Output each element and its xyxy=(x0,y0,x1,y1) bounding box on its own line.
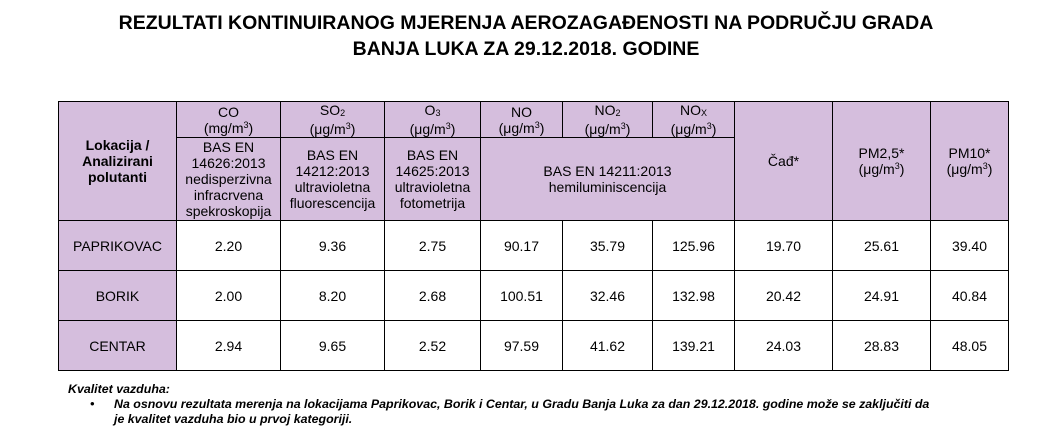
location-cell: CENTAR xyxy=(59,321,177,371)
value-cell: 100.51 xyxy=(481,271,563,321)
table-row xyxy=(59,271,1009,321)
report-title xyxy=(0,10,1052,62)
value-cell: 25.61 xyxy=(833,221,931,271)
value-cell: 90.17 xyxy=(481,221,563,271)
value-cell: 32.46 xyxy=(563,271,653,321)
header-so2: $SO_2$ $(\mu g/m^3)$ xyxy=(281,102,385,138)
air-quality-note xyxy=(68,382,1018,426)
method-so2: BAS EN 14212:2013 ultravioletna fluorescencija xyxy=(281,138,385,221)
value-cell: 28.83 xyxy=(833,321,931,371)
value-cell: 19.70 xyxy=(735,221,833,271)
value-cell: 2.75 xyxy=(385,221,481,271)
value-cell: 24.03 xyxy=(735,321,833,371)
value-cell: 132.98 xyxy=(653,271,735,321)
method-co: BAS EN 14626:2013 nedisperzivna infracrvena spekroskopija xyxy=(177,138,281,221)
value-cell: 2.52 xyxy=(385,321,481,371)
method-o3: BAS EN 14625:2013 ultravioletna fotometrija xyxy=(385,138,481,221)
value-cell: 97.59 xyxy=(481,321,563,371)
value-cell: 20.42 xyxy=(735,271,833,321)
header-no: NO $(\mu g/m^3)$ xyxy=(481,102,563,138)
note-heading: Kvalitet vazduha: xyxy=(68,382,170,396)
header-o3: $O_3$ $(\mu g/m^3)$ xyxy=(385,102,481,138)
value-cell: 125.96 xyxy=(653,221,735,271)
value-cell: 2.00 xyxy=(177,271,281,321)
measurement-table xyxy=(58,101,1009,371)
value-cell: 9.36 xyxy=(281,221,385,271)
header-nox: $NO_X$ $(\mu g/m^3)$ xyxy=(653,102,735,138)
value-cell: 35.79 xyxy=(563,221,653,271)
report-title-line-1: REZULTATI KONTINUIRANOG MJERENJA AEROZAGAĐENOSTI NA PODRUČJU GRADA xyxy=(118,12,934,34)
value-cell: 2.20 xyxy=(177,221,281,271)
value-cell: 9.65 xyxy=(281,321,385,371)
header-pm10: PM10* $(\mu g/m^3)$ xyxy=(931,102,1009,221)
method-nox: BAS EN 14211:2013 hemiluminiscencija xyxy=(481,138,735,221)
header-cad: Čađ* xyxy=(735,102,833,221)
value-cell: 41.62 xyxy=(563,321,653,371)
header-co: CO $(mg/m^3)$ xyxy=(177,102,281,138)
value-cell: 2.68 xyxy=(385,271,481,321)
value-cell: 48.05 xyxy=(931,321,1009,371)
value-cell: 40.84 xyxy=(931,271,1009,321)
bullet-icon: • xyxy=(90,397,95,411)
note-text: Na osnovu rezultata merenja na lokacijama Paprikovac, Borik i Centar, u Gradu Banja Luka za dan 29.12.2018. godine može se zaključiti da je kvalitet vazduha bio u prvoj kategoriji. xyxy=(114,397,930,426)
header-no2: $NO_2$ $(\mu g/m^3)$ xyxy=(563,102,653,138)
value-cell: 39.40 xyxy=(931,221,1009,271)
value-cell: 24.91 xyxy=(833,271,931,321)
header-location-pollutants: Lokacija / Analizirani polutanti xyxy=(59,102,177,221)
table-row xyxy=(59,321,1009,371)
header-pm25: PM2,5* $(\mu g/m^3)$ xyxy=(833,102,931,221)
value-cell: 2.94 xyxy=(177,321,281,371)
location-cell: BORIK xyxy=(59,271,177,321)
report-title-line-2: BANJA LUKA ZA 29.12.2018. GODINE xyxy=(352,38,700,60)
value-cell: 8.20 xyxy=(281,271,385,321)
location-cell: PAPRIKOVAC xyxy=(59,221,177,271)
value-cell: 139.21 xyxy=(653,321,735,371)
table-row xyxy=(59,221,1009,271)
